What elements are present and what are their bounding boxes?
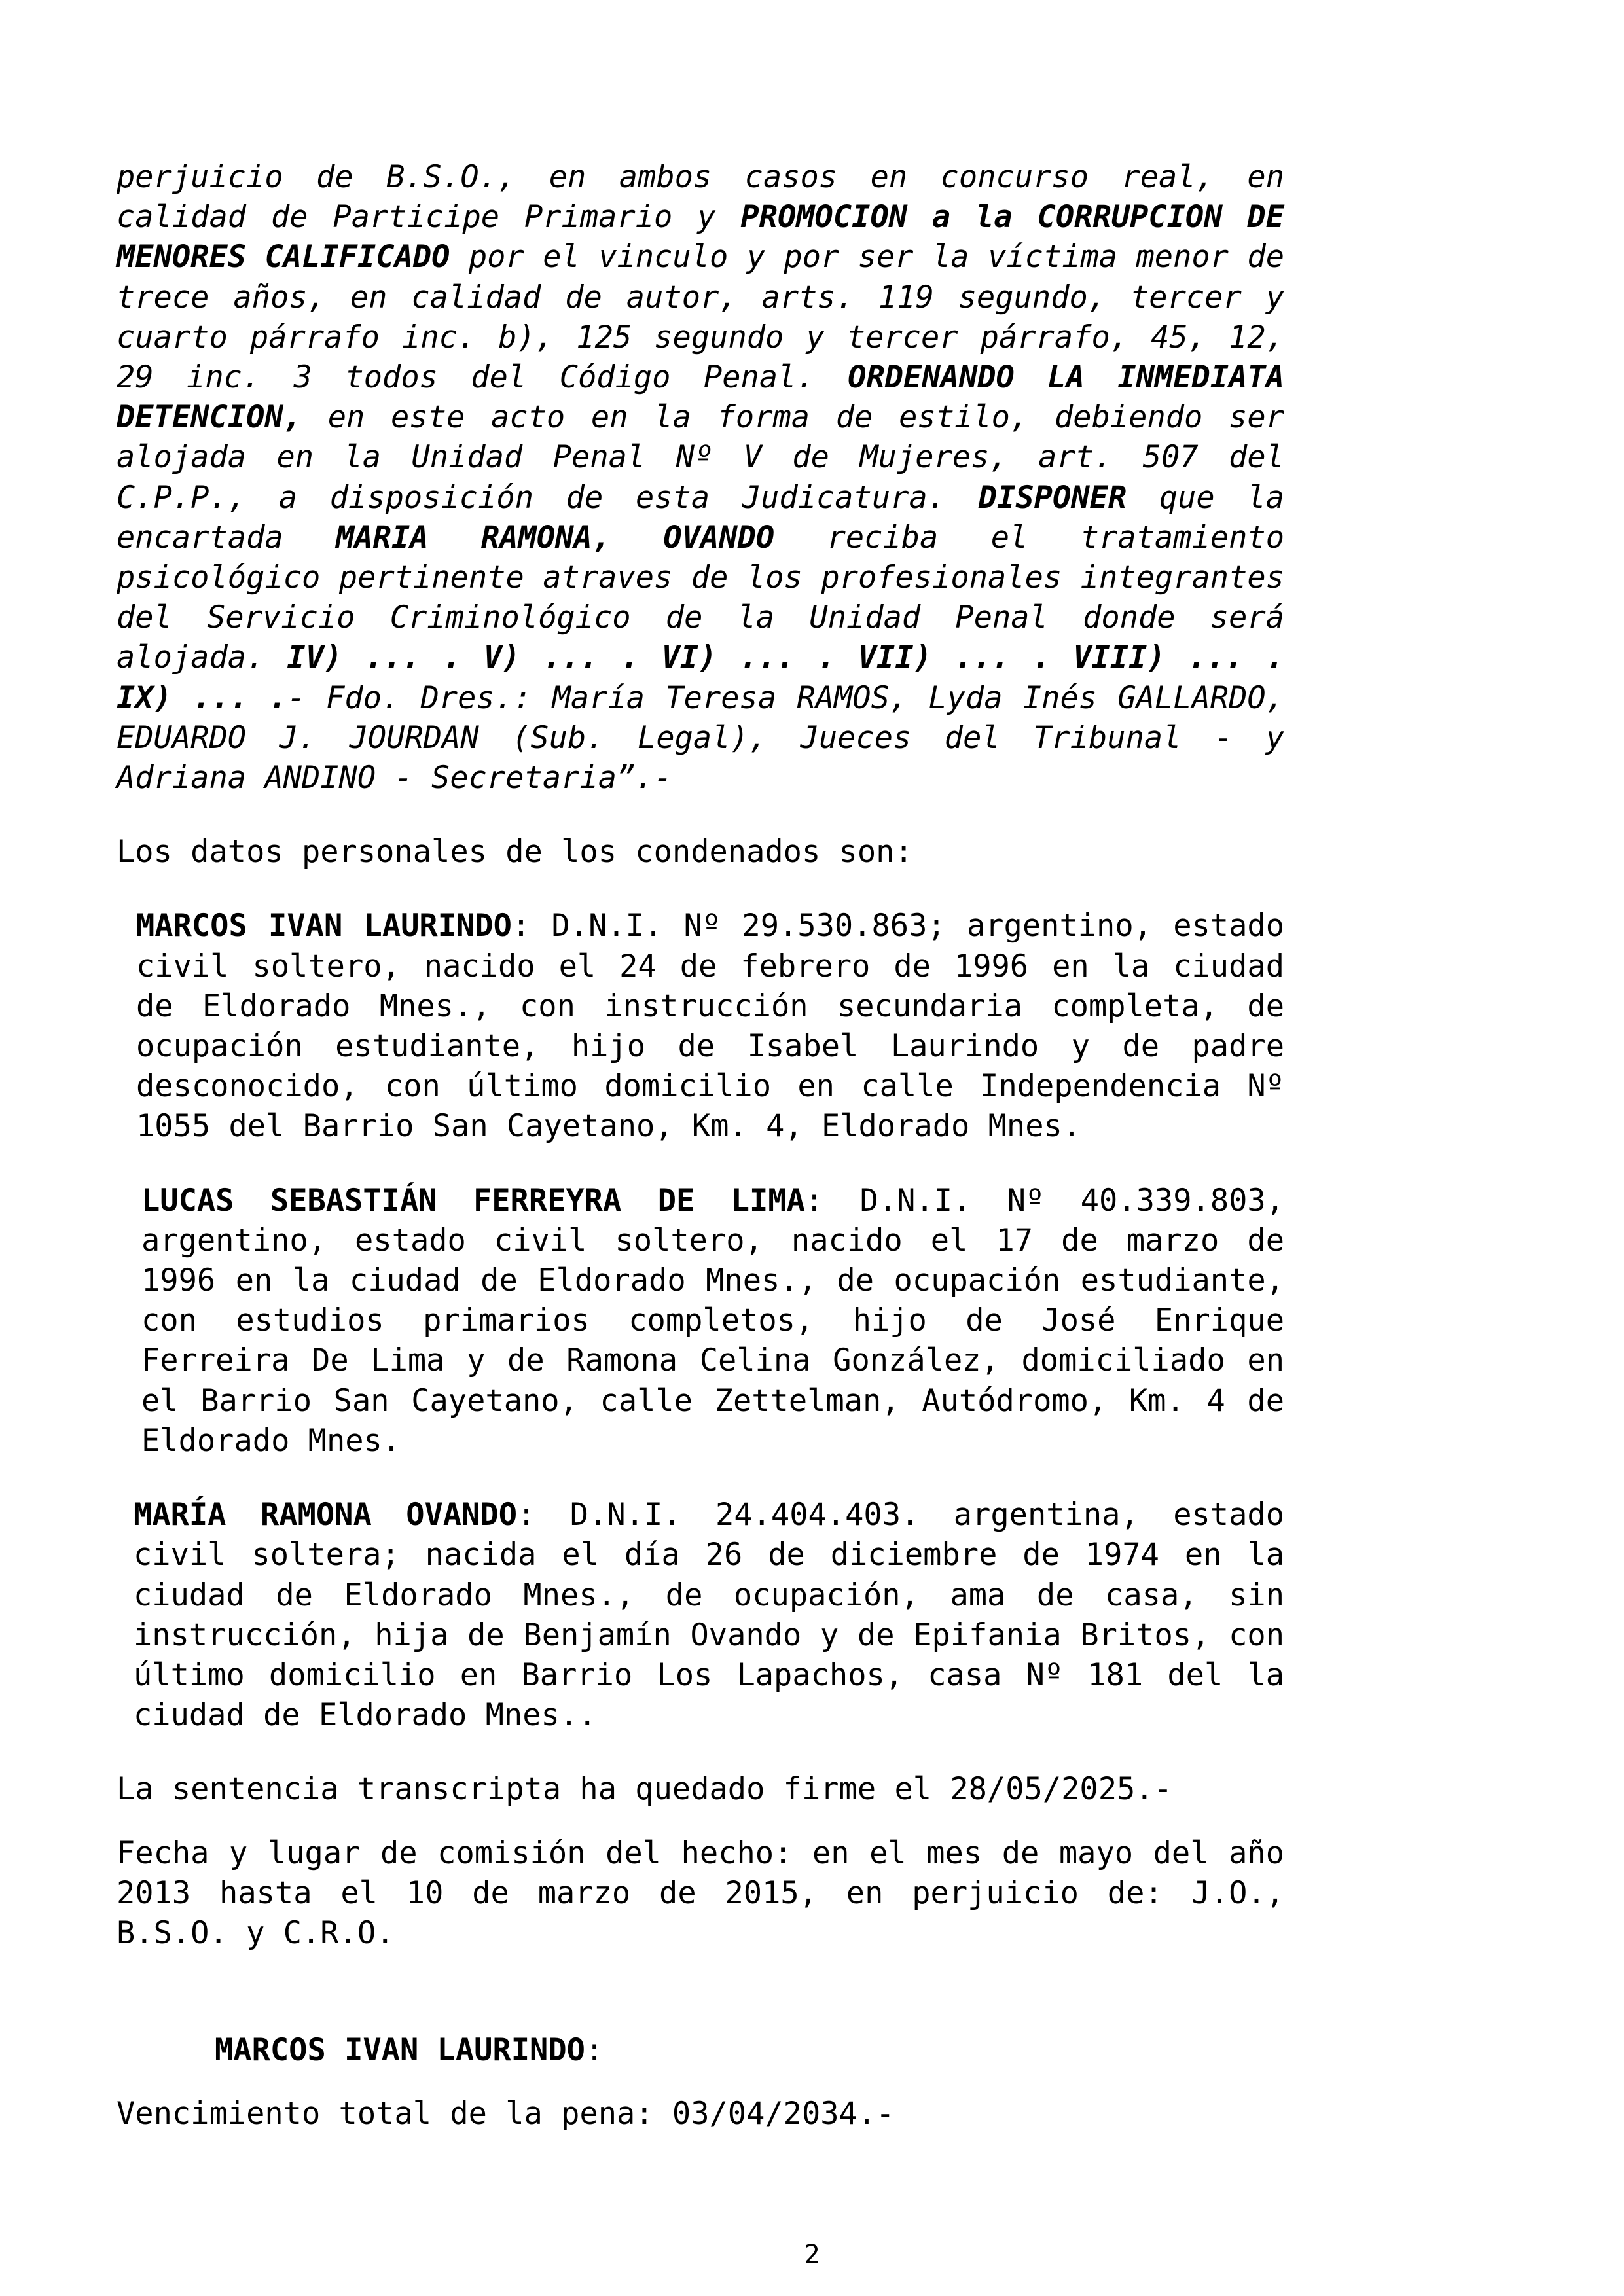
sentence-text: perjuicio de B.S.O., en ambos casos en concurso real, en calidad de Participe Primario y — [117, 159, 1284, 236]
sentence-paragraph — [117, 157, 1284, 798]
person-details: : D.N.I. 24.404.403. argentina, estado civil soltera; nacida el día 26 de diciembre de 1974 en la ciudad de Eldorado Mnes., de ocupación, ama de casa, sin instrucción, hija de Benjamín Ovando y de Epifania Britos, con último domicilio en Barrio Los Lapachos, casa Nº 181 del la ciudad de Eldorado Mnes.. — [134, 1497, 1284, 1734]
event-info-paragraph: Fecha y lugar de comisión del hecho: en el mes de mayo del año 2013 hasta el 10 de marzo de 2015, en perjuicio de: J.O., B.S.O. y C.R.O. — [117, 1835, 1284, 1951]
defendant-name-bold: MARIA RAMONA, OVANDO — [336, 519, 775, 556]
charge-bold: PROMOCION a la CORRUPCION DE MENORES CALIFICADO — [117, 199, 1284, 276]
person-paragraph — [117, 906, 1284, 1146]
sentence-text: en este acto en la forma de estilo, debiendo ser alojada en la Unidad Penal Nº V de Mujeres, art. 507 del C.P.P., a disposición de esta Judicatura. — [117, 399, 1284, 516]
person-name: MARCOS IVAN LAURINDO — [136, 908, 512, 944]
person-details: : D.N.I. Nº 40.339.803, argentino, estado civil soltero, nacido el 17 de marzo de 1996 en la ciudad de Eldorado Mnes., de ocupación estudiante, con estudios primarios completos, hijo de José Enrique Ferreira De Lima y de Ramona Celina González, domiciliado en el Barrio San Cayetano, calle Zettelman, Autódromo, Km. 4 de Eldorado Mnes. — [141, 1182, 1285, 1459]
signatures-text: - Fdo. Dres.: María Teresa RAMOS, Lyda Inés GALLARDO, EDUARDO J. JOURDAN (Sub. Legal), Jueces del Tribunal - y Adriana ANDINO - Secretaria”.- — [117, 679, 1284, 797]
section-heading-colon: : — [585, 2032, 604, 2069]
section-heading — [117, 2030, 1284, 2070]
firm-date-paragraph: La sentencia transcripta ha quedado firme el 28/05/2025.- — [117, 1771, 1172, 1808]
sentence-text: por el vinculo y por ser la víctima menor de trece años, en calidad de autor, arts. 119 segundo, tercer y cuarto párrafo inc. b), 125 segundo y tercer párrafo, 45, 12, 29 inc. 3 todos del Código Penal. — [117, 239, 1284, 396]
person-paragraph — [117, 1181, 1284, 1461]
omitted-items-bold: IV) ... . V) ... . VI) ... . VII) ... . VIII) ... . IX) ... . — [117, 639, 1284, 716]
sentence-text: reciba el tratamiento psicológico pertinente atraves de los profesionales integrantes del Servicio Criminológico de la Unidad Penal donde será alojada. — [117, 519, 1284, 676]
person-details: : D.N.I. Nº 29.530.863; argentino, estado civil soltero, nacido el 24 de febrero de 1996 en la ciudad de Eldorado Mnes., con instrucción secundaria completa, de ocupación estudiante, hijo de Isabel Laurindo y de padre desconocido, con último domicilio en calle Independencia Nº 1055 del Barrio San Cayetano, Km. 4, Eldorado Mnes. — [136, 908, 1284, 1145]
intro-paragraph: Los datos personales de los condenados son: — [117, 834, 913, 870]
person-name: LUCAS SEBASTIÁN FERREYRA DE LIMA — [141, 1182, 805, 1219]
person-paragraph — [117, 1495, 1284, 1735]
person-name: MARÍA RAMONA OVANDO — [134, 1497, 517, 1534]
section-heading-name: MARCOS IVAN LAURINDO — [215, 2032, 585, 2069]
page-number: 2 — [804, 2240, 820, 2270]
dispose-bold: DISPONER — [978, 479, 1127, 516]
sentence-text: que la encartada — [117, 479, 1285, 556]
document-body — [117, 157, 1284, 2134]
detention-order-bold: ORDENANDO LA INMEDIATA DETENCION, — [117, 359, 1285, 436]
expiry-paragraph: Vencimiento total de la pena: 03/04/2034.- — [117, 2096, 895, 2132]
